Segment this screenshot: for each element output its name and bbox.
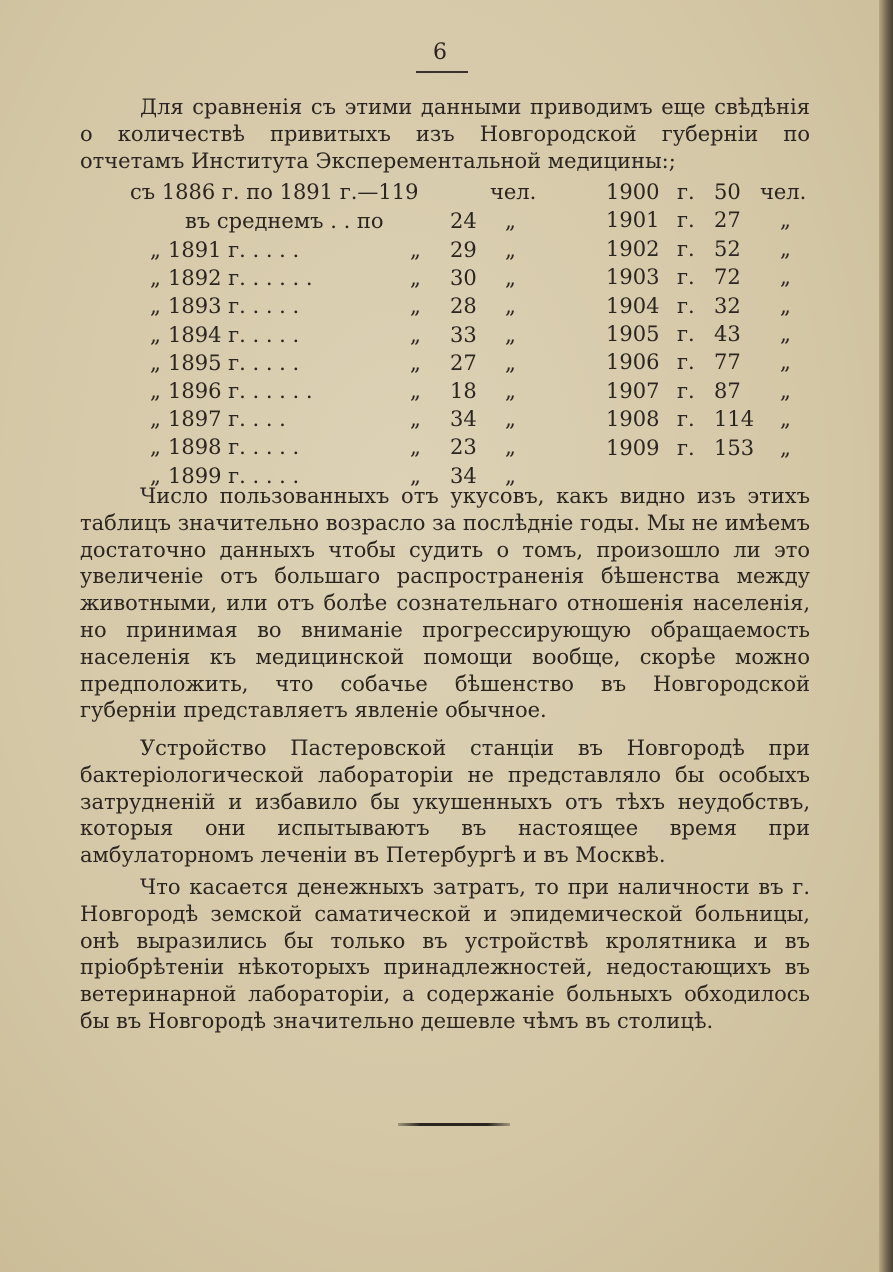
year-label: 1901 [606,208,660,233]
year-abbrev: г. [677,265,695,290]
ditto-mark: „ [410,294,421,319]
average-value: 24 [450,209,477,233]
ditto-mark: „ [505,266,516,291]
ditto-mark: „ [505,463,516,488]
ditto-mark: „ [505,435,516,460]
ditto-mark: „ [150,294,161,319]
ditto-mark: „ [505,350,516,375]
unit-text: „ [780,378,791,403]
intro-text: Для сравненія съ этими данными приводимъ еще свѣдѣнія о количествѣ привитыхъ изъ Новгородской губерніи по отчетамъ Института Эксперементальной медицины:; [80,95,810,173]
count-value: 114 [714,407,755,432]
year-label: 1907 [606,378,660,403]
count-value: 34 [450,463,477,488]
unit-text: „ [780,350,791,375]
year-label: 1908 [606,407,660,432]
ditto-mark: „ [150,266,161,291]
count-value: 72 [714,265,741,290]
unit-text: чел. [760,180,807,204]
unit-text: „ [780,322,791,346]
count-value: 28 [450,294,477,319]
closing-rule [398,1123,510,1126]
count-value: 50 [714,180,741,204]
count-value: 32 [714,293,741,318]
year-label: 1891 г. . . . . [168,238,300,262]
unit-text: чел. [490,180,537,204]
year-label: 1903 [606,265,660,290]
ditto-mark: „ [505,407,516,432]
ditto-mark: „ [150,435,161,460]
count-value: 27 [450,350,477,375]
count-value: 52 [714,236,741,261]
paragraph-3-text: Что касается денежныхъ затратъ, то при наличности въ г. Новгородѣ земской саматической и эпидемической больницы, онѣ выразились бы только въ устройствѣ кролятника и въ пріобрѣтеніи нѣкоторыхъ принадлежностей, недостающихъ въ ветеринарной лабораторіи, а содержаніе больныхъ обходилось бы въ Новгородѣ значительно дешевле чѣмъ въ столицѣ. [80,875,810,1033]
year-abbrev: г. [677,350,695,375]
paragraph-3 [80,874,810,1035]
year-label: 1905 [606,322,660,346]
ditto-mark: „ [410,435,421,460]
paragraph-2 [80,735,810,869]
ditto-mark: „ [505,238,516,262]
year-label: 1893 г. . . . . [168,294,300,319]
average-label: въ среднемъ . . по [185,209,384,233]
ditto-mark: „ [150,350,161,375]
paragraph-1 [80,483,810,724]
count-value: 18 [450,379,477,403]
ditto-mark: „ [505,209,516,233]
count-value: 43 [714,322,741,346]
ditto-mark: „ [150,379,161,403]
ditto-mark: „ [150,407,161,432]
paragraph-1-text: Число пользованныхъ отъ укусовъ, какъ видно изъ этихъ таблицъ значительно возрасло за послѣдніе годы. Мы не имѣемъ достаточно данныхъ чтобы судить о томъ, произошло ли это увеличеніе отъ большаго распространенія бѣшенства между животными, или отъ болѣе сознательнаго отношенія населенія, но принимая во вниманіе прогрессирующую обращаемость населенія къ медицинской помощи вообще, скорѣе можно предположить, что собачье бѣшенство въ Новгородской губерніи представляетъ явленіе обычное. [80,484,810,723]
year-abbrev: г. [677,180,695,204]
count-value: 153 [714,435,755,460]
unit-text: „ [780,407,791,432]
year-label: 1909 [606,435,660,460]
count-value: 27 [714,208,741,233]
ditto-mark: „ [505,322,516,347]
ditto-mark: „ [150,463,161,488]
ditto-mark: „ [505,294,516,319]
count-value: 23 [450,435,477,460]
year-abbrev: г. [677,293,695,318]
count-value: 34 [450,407,477,432]
count-value: 29 [450,238,477,262]
year-label: 1896 г. . . . . . [168,379,313,403]
year-abbrev: г. [677,407,695,432]
statistics-table [0,0,893,488]
period-text: съ 1886 г. по 1891 г.—119 [130,180,419,204]
count-value: 77 [714,350,741,375]
year-label: 1894 г. . . . . [168,322,300,347]
ditto-mark: „ [505,379,516,403]
count-value: 30 [450,266,477,291]
year-abbrev: г. [677,378,695,403]
ditto-mark: „ [410,379,421,403]
year-label: 1906 [606,350,660,375]
unit-text: „ [780,236,791,261]
year-label: 1900 [606,180,660,204]
year-abbrev: г. [677,208,695,233]
ditto-mark: „ [410,238,421,262]
ditto-mark: „ [410,407,421,432]
unit-text: „ [780,265,791,290]
year-label: 1898 г. . . . . [168,435,300,460]
year-abbrev: г. [677,322,695,346]
count-value: 33 [450,322,477,347]
year-label: 1899 г. . . . . [168,463,300,488]
unit-text: „ [780,435,791,460]
unit-text: „ [780,208,791,233]
year-abbrev: г. [677,435,695,460]
year-label: 1902 [606,236,660,261]
ditto-mark: „ [410,322,421,347]
count-value: 87 [714,378,741,403]
year-abbrev: г. [677,236,695,261]
ditto-mark: „ [410,463,421,488]
paragraph-2-text: Устройство Пастеровской станціи въ Новгородѣ при бактеріологической лабораторіи не представляло бы особыхъ затрудненій и избавило бы укушенныхъ отъ тѣхъ неудобствъ, которыя они испытываютъ въ настоящее время при амбулаторномъ леченіи въ Петербургѣ и въ Москвѣ. [80,736,810,868]
year-label: 1892 г. . . . . . [168,266,313,291]
ditto-mark: „ [150,238,161,262]
year-label: 1895 г. . . . . [168,350,300,375]
unit-text: „ [780,293,791,318]
page-number: 6 [433,40,447,65]
year-label: 1897 г. . . . [168,407,286,432]
ditto-mark: „ [410,350,421,375]
ditto-mark: „ [150,322,161,347]
year-label: 1904 [606,293,660,318]
ditto-mark: „ [410,266,421,291]
